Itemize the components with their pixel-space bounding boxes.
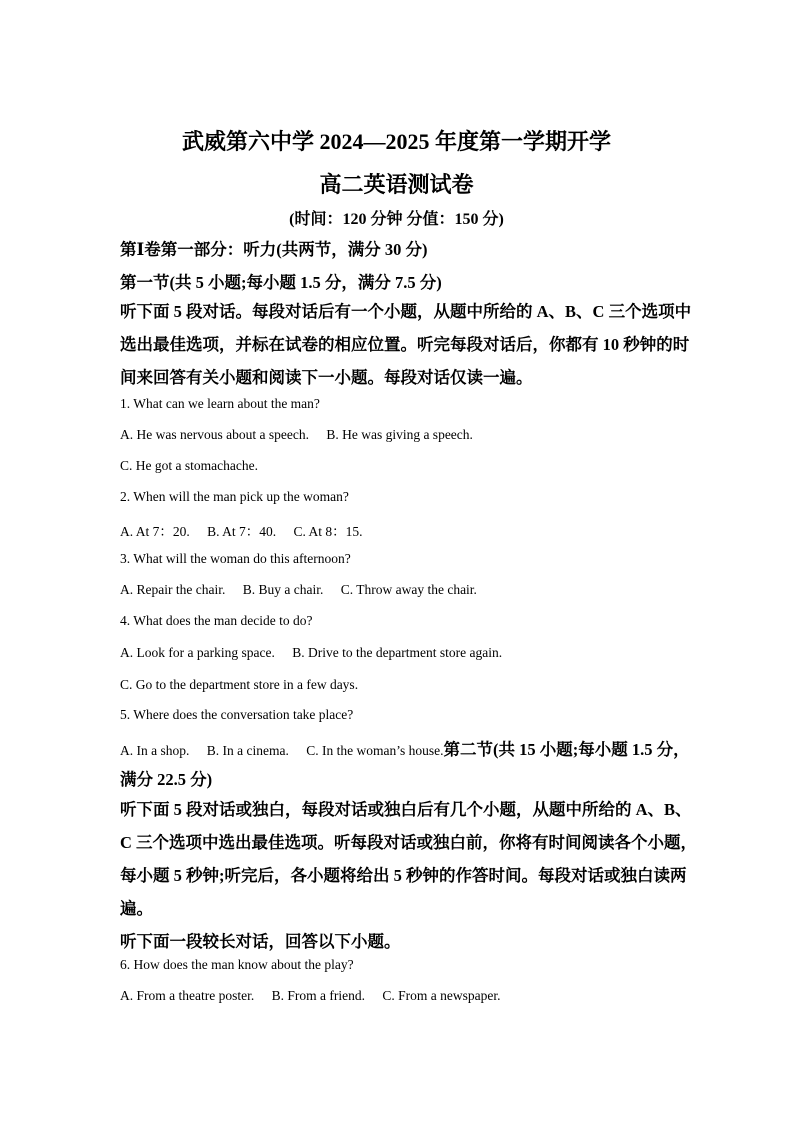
question-stem: 3. What will the woman do this afternoon? [120, 551, 351, 566]
section2-heading: 第二节(共 15 小题;每小题 1.5 分， [443, 740, 690, 759]
exam-title-line1: 武威第六中学 2024—2025 年度第一学期开学 [181, 129, 611, 154]
section1-instructions [120, 295, 692, 394]
instruction-line: 每小题 5 秒钟;听完后，各小题将给出 5 秒钟的作答时间。每段对话或独白读两 [120, 866, 687, 885]
option: B. From a friend. [271, 988, 365, 1003]
option: C. At 8：15. [293, 524, 363, 539]
option: C. From a newspaper. [382, 988, 501, 1003]
question-options [120, 645, 516, 661]
question-options [120, 582, 491, 598]
option: A. From a theatre poster. [120, 988, 255, 1003]
question-options [120, 736, 690, 760]
option: B. In a cinema. [206, 743, 289, 758]
question-options [120, 458, 272, 474]
instruction-line: C 三个选项中选出最佳选项。听每段对话或独白前，你将有时间阅读各个小题， [120, 833, 698, 852]
option: A. Look for a parking space. [120, 645, 275, 660]
instruction-line: 选出最佳选项，并标在试卷的相应位置。听完每段对话后，你都有 10 秒钟的时 [120, 335, 690, 354]
option: A. He was nervous about a speech. [120, 427, 309, 442]
option: B. Buy a chair. [242, 582, 324, 597]
option: A. In a shop. [120, 743, 190, 758]
question-options [120, 988, 514, 1004]
option: B. At 7：40. [207, 524, 277, 539]
exam-meta: (时间：120 分钟 分值：150 分) [289, 211, 504, 228]
question-options [120, 677, 372, 693]
option: C. He got a stomachache. [120, 458, 258, 473]
question-options [120, 427, 487, 443]
instruction-line: 听下面 5 段对话或独白，每段对话或独白后有几个小题，从题中所给的 A、B、 [120, 800, 692, 819]
instruction-line: 听下面 5 段对话。每段对话后有一个小题，从题中所给的 A、B、C 三个选项中 [120, 302, 692, 321]
option: C. Go to the department store in a few days. [120, 677, 359, 692]
instruction-line: 间来回答有关小题和阅读下一小题。每段对话仅读一遍。 [120, 368, 533, 387]
option: A. At 7：20. [120, 524, 190, 539]
option: B. He was giving a speech. [326, 427, 473, 442]
part1-heading: 第Ⅰ卷第一部分：听力(共两节，满分 30 分) [120, 240, 428, 259]
question-stem: 4. What does the man decide to do? [120, 613, 313, 628]
section2-heading-cont: 满分 22.5 分) [120, 770, 213, 789]
question-stem: 2. When will the man pick up the woman? [120, 489, 349, 504]
exam-title-line2: 高二英语测试卷 [319, 172, 474, 197]
instruction-line: 遍。 [120, 899, 153, 918]
option: A. Repair the chair. [120, 582, 226, 597]
option: B. Drive to the department store again. [292, 645, 503, 660]
question-stem: 6. How does the man know about the play? [120, 957, 354, 972]
question-stem: 1. What can we learn about the man? [120, 396, 320, 411]
option: C. In the woman’s house. [306, 743, 444, 758]
section2-instructions [120, 793, 698, 958]
section1-heading: 第一节(共 5 小题;每小题 1.5 分，满分 7.5 分) [120, 273, 442, 292]
sub-instruction: 听下面一段较长对话，回答以下小题。 [120, 932, 401, 951]
question-options [120, 520, 377, 540]
option: C. Throw away the chair. [340, 582, 477, 597]
question-stem: 5. Where does the conversation take place? [120, 707, 354, 722]
